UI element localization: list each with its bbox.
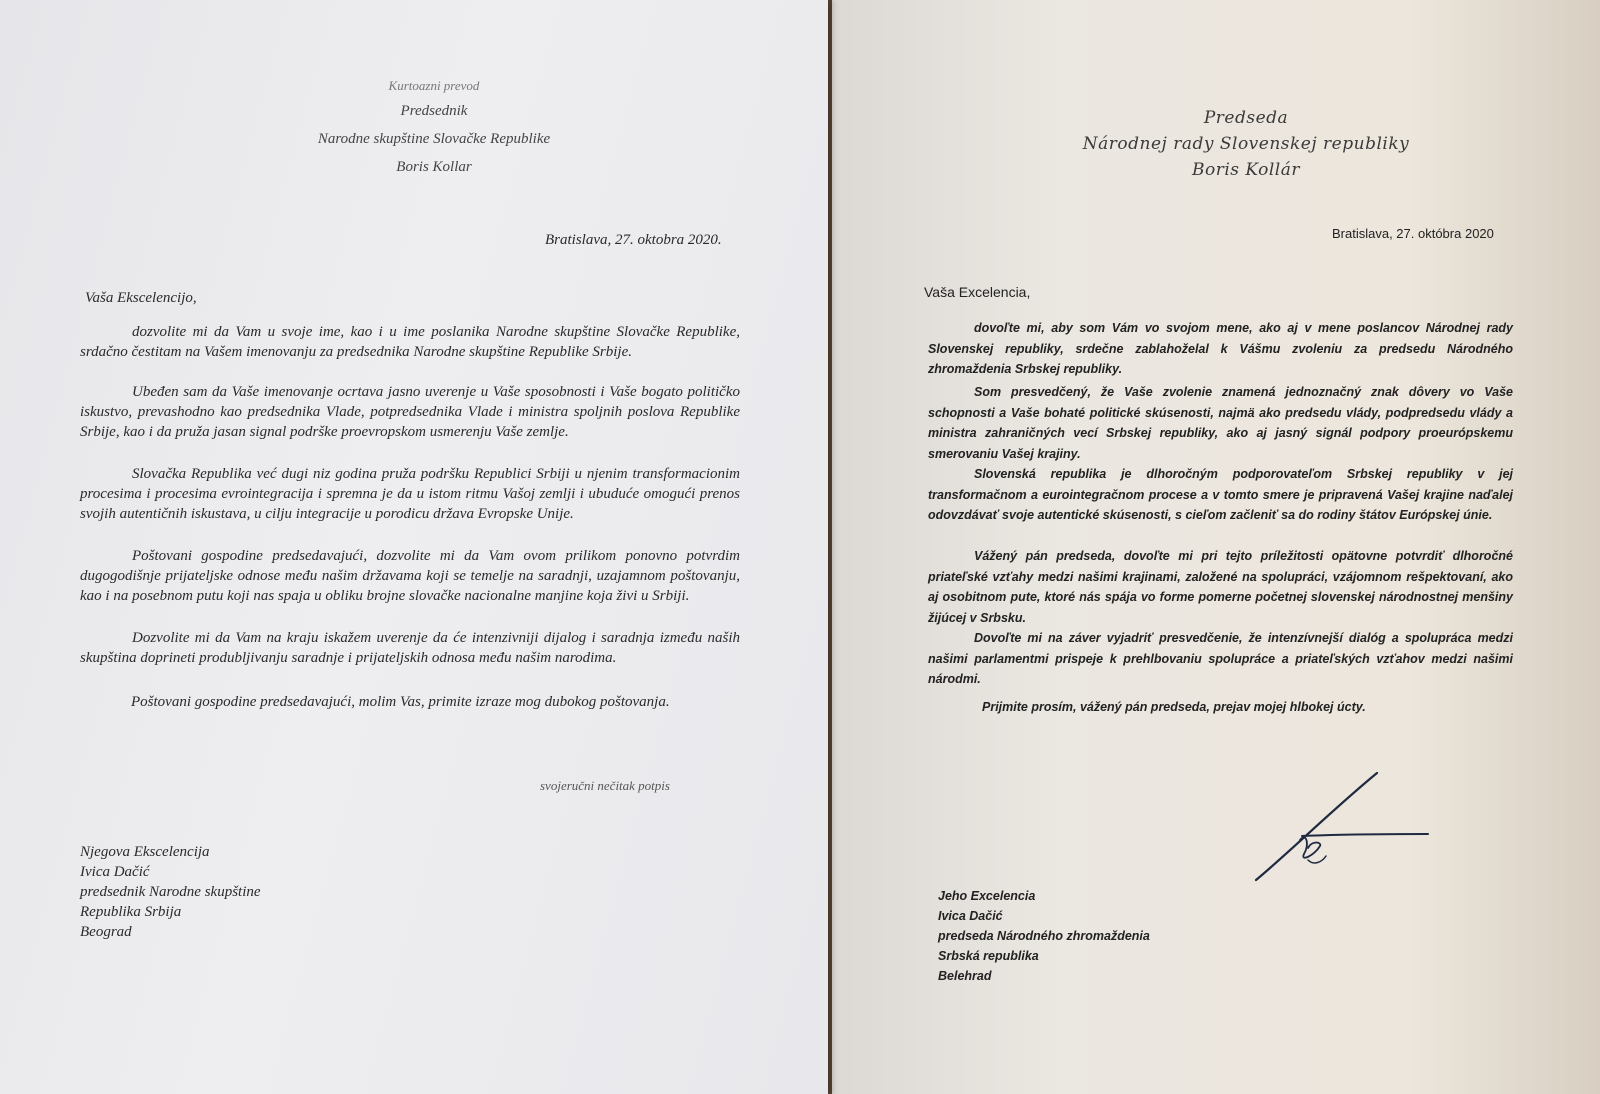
right-recipient-address — [938, 886, 1150, 986]
right-recipient-line-2: Ivica Dačić — [938, 909, 1003, 923]
right-recipient-line-1: Jeho Excelencia — [938, 889, 1036, 903]
left-recipient-line-3: predsednik Narodne skupštine — [80, 884, 261, 900]
signature-note: svojeručni nečitak potpis — [540, 778, 670, 793]
left-recipient-address — [80, 842, 261, 942]
left-letterhead-institution: Narodne skupštine Slovačke Republike — [317, 131, 551, 147]
left-recipient-line-1: Njegova Ekscelencija — [80, 844, 210, 860]
right-letter-date: Bratislava, 27. októbra 2020 — [1332, 226, 1494, 241]
right-recipient-line-4: Srbská republika — [938, 949, 1039, 963]
left-paragraph-1: dozvolite mi da Vam u svoje ime, kao i u ime poslanika Narodne skupštine Slovačke Republike, srdačno čestitam na Vašem imenovanju za predsednika Narodne skupštine Republike Srbije. — [80, 324, 740, 360]
right-letterhead — [892, 108, 1600, 180]
right-paragraph-3: Slovenská republika je dlhoročným podporovateľom Srbskej republiky v jej transformačnom a eurointegračnom procese a v tomto smere je pripravená Vašej krajine naďalej odovzdávať svoje autentické skúsenosti, s cieľom začleniť sa do rodiny štátov Európskej únie. — [928, 467, 1513, 522]
left-letter-date: Bratislava, 27. oktobra 2020. — [545, 232, 722, 248]
right-paragraph-2: Som presvedčený, že Vaše zvolenie znamená jednoznačný znak dôvery vo Vaše schopnosti a Vaše bohaté politické skúsenosti, najmä ako predsedu vlády, podpredsedu vlády a ministra zahraničných vecí Srbskej republiky, ako aj jasný signál podpory proeurópskemu smerovaniu Vašej krajiny. — [928, 385, 1513, 461]
left-paragraph-3: Slovačka Republika već dugi niz godina pruža podršku Republici Srbiji u njenim transformacionim procesima i procesima evrointegracija i spremna je da u istom ritmu Vašoj zemlji i ubuduće omogući prenos svojih autentičnih iskustava, u cilju integracije u porodicu država Evropske Unije. — [80, 466, 740, 522]
left-letterhead-name: Boris Kollar — [396, 159, 472, 175]
right-recipient-line-3: predseda Národného zhromaždenia — [938, 929, 1150, 943]
right-letterhead-name: Boris Kollár — [1191, 160, 1301, 180]
right-recipient-line-5: Belehrad — [938, 969, 992, 983]
left-recipient-line-4: Republika Srbija — [80, 904, 182, 920]
left-paragraph-5: Dozvolite mi da Vam na kraju iskažem uverenje da će intenzivniji dijalog i saradnja između naših skupština doprineti produbljivanju saradnje i prijateljskih odnosa među našim narodima. — [80, 630, 740, 666]
right-letter-page — [832, 0, 1600, 1094]
left-paragraph-4: Poštovani gospodine predsedavajući, dozvolite mi da Vam ovom prilikom ponovno potvrdim dugogodišnje prijateljske odnose među našim državama koji se temelje na saradnji, uzajamnom poštovanju, kao i na posebnom putu koji nas spaja u obliku brojne slovačke nacionalne manjine koja živi u Srbiji. — [80, 548, 740, 604]
left-letterhead — [40, 78, 828, 176]
left-letter-greeting: Vaša Ekscelencijo, — [85, 290, 197, 306]
right-letter-greeting: Vaša Excelencia, — [924, 284, 1031, 300]
left-recipient-line-5: Beograd — [80, 924, 132, 940]
left-letterhead-title: Predsednik — [400, 103, 468, 119]
right-paragraph-5: Dovoľte mi na záver vyjadriť presvedčenie, že intenzívnejší dialóg a spolupráca medzi našimi parlamentmi prispeje k prehlbovaniu spolupráce a priateľských vzťahov medzi našimi národmi. — [928, 631, 1513, 686]
right-letterhead-title: Predseda — [1203, 108, 1289, 128]
right-letterhead-institution: Národnej rady Slovenskej republiky — [1082, 134, 1410, 154]
left-paragraph-2: Ubeđen sam da Vaše imenovanje ocrtava jasno uverenje u Vaše sposobnosti i Vaše bogato političko iskustvo, prevashodno kao predsednika Vlade, potpredsednika Vlade i ministra spoljnih poslova Republike Srbije, kao i da pruža jasan signal podrške proevropskom usmerenju Vaše zemlje. — [80, 384, 740, 440]
right-paragraph-4: Vážený pán predseda, dovoľte mi pri tejto príležitosti opätovne potvrdiť dlhoročné priateľské vzťahy medzi našimi krajinami, založené na spolupráci, vzájomnom rešpektovaní, ako aj osobitnom pute, ktoré nás spája vo forme pomerne početnej slovenskej národnostnej menšiny žijúcej v Srbsku. — [928, 549, 1513, 625]
right-letter-closing: Prijmite prosím, vážený pán predseda, prejav mojej hlbokej úcty. — [982, 700, 1366, 714]
translation-note: Kurtoazni prevod — [388, 78, 480, 93]
left-letter-closing: Poštovani gospodine predsedavajući, molim Vas, primite izraze mog dubokog poštovanja. — [131, 694, 670, 710]
handwritten-signature — [1242, 770, 1442, 890]
left-recipient-line-2: Ivica Dačić — [80, 864, 150, 880]
right-paragraph-1: dovoľte mi, aby som Vám vo svojom mene, ako aj v mene poslancov Národnej rady Slovenskej republiky, srdečne zablahoželal k Vášmu zvoleniu za predsedu Národného zhromaždenia Srbskej republiky. — [928, 321, 1513, 376]
